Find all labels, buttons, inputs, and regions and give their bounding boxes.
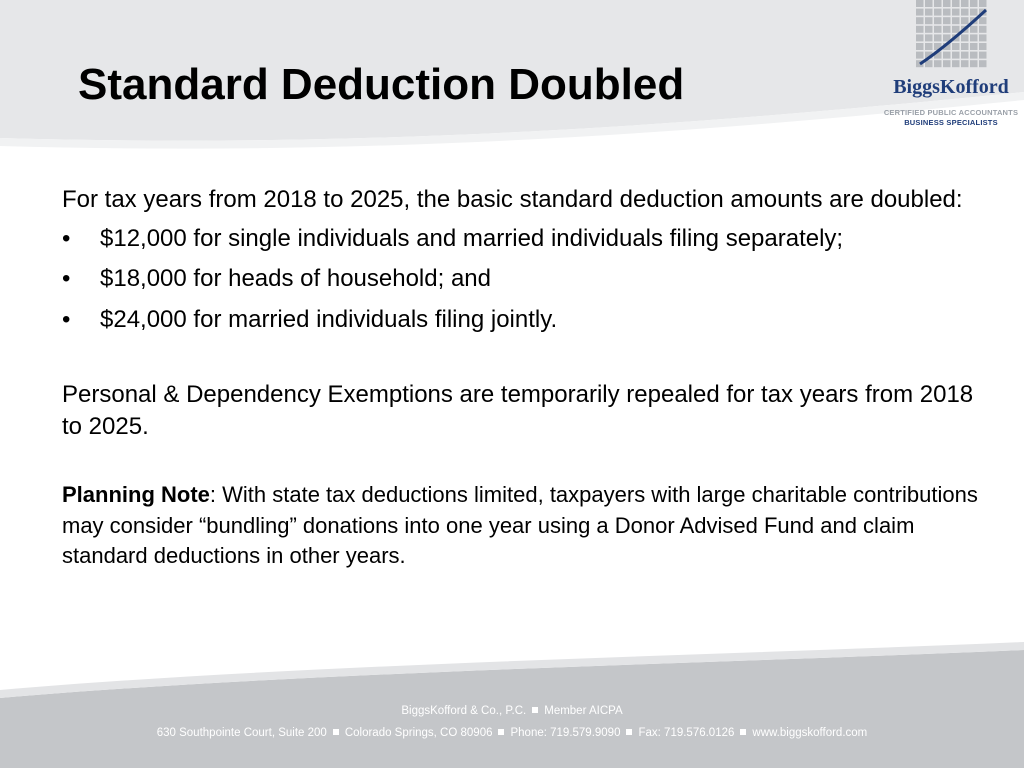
footer-company: BiggsKofford & Co., P.C. (401, 705, 527, 717)
logo-grid-cell (952, 17, 960, 24)
footer (0, 700, 1024, 744)
logo-grid-cell (916, 17, 924, 24)
logo-grid-cell (970, 34, 978, 41)
slide-body (62, 184, 982, 572)
planning-note-text: : With state tax deductions limited, taxpayers with large charitable contributions may consider “bundling” donations into one year using a Donor Advised Fund and claim standard deductions in other years. (62, 481, 978, 569)
logo-grid-cell (952, 52, 960, 59)
logo-grid-cell (961, 17, 969, 24)
logo-grid-cell (952, 60, 960, 67)
separator-square-icon (333, 729, 339, 735)
exemptions-text: Personal & Dependency Exemptions are temporarily repealed for tax years from 2018 to 2025. (62, 380, 974, 441)
logo-grid-cell (934, 17, 942, 24)
logo-grid-cell (952, 43, 960, 50)
separator-square-icon (626, 729, 632, 735)
logo-grid-cell (961, 60, 969, 67)
bullet-icon: • (62, 224, 71, 252)
logo-grid-cell (943, 9, 951, 16)
logo-grid-cell (934, 9, 942, 16)
logo-grid-cell (943, 26, 951, 33)
logo-grid-icon (916, 0, 988, 70)
list-item (62, 304, 982, 337)
logo-grid-cell (961, 34, 969, 41)
logo-grid-cell (961, 52, 969, 59)
bullet-icon: • (62, 265, 71, 293)
footer-fax: Fax: 719.576.0126 (638, 727, 735, 739)
slide-title: Standard Deduction Doubled (78, 60, 685, 109)
company-logo (876, 0, 1024, 140)
planning-note (62, 480, 982, 572)
logo-grid-cell (916, 26, 924, 33)
logo-grid-cell (934, 26, 942, 33)
logo-grid-cell (916, 52, 924, 59)
logo-grid-cell (943, 0, 951, 7)
list-item (62, 223, 982, 256)
logo-grid-cell (952, 26, 960, 33)
logo-grid-cell (979, 0, 987, 7)
logo-grid-cell (934, 0, 942, 7)
logo-grid-cell (925, 34, 933, 41)
logo-grid-cell (943, 17, 951, 24)
logo-grid-cell (934, 60, 942, 67)
separator-square-icon (740, 729, 746, 735)
footer-member: Member AICPA (544, 705, 623, 717)
list-item-text: $12,000 for single individuals and married individuals filing separately; (100, 224, 844, 252)
logo-grid-cell (916, 0, 924, 7)
logo-grid-cell (943, 60, 951, 67)
intro-text: For tax years from 2018 to 2025, the basic standard deduction amounts are doubled: (62, 186, 963, 213)
logo-grid-cell (970, 43, 978, 50)
logo-grid-cell (970, 0, 978, 7)
footer-line-2 (0, 722, 1024, 744)
logo-grid-cell (979, 34, 987, 41)
logo-tagline: CERTIFIED PUBLIC ACCOUNTANTS (883, 108, 1019, 117)
logo-grid-cell (979, 26, 987, 33)
logo-grid-cell (979, 60, 987, 67)
logo-grid-cell (979, 52, 987, 59)
separator-square-icon (498, 729, 504, 735)
logo-grid-cell (961, 0, 969, 7)
logo-grid-cell (934, 34, 942, 41)
logo-grid-cell (961, 43, 969, 50)
list-item-text: $24,000 for married individuals filing jointly. (100, 305, 558, 333)
logo-grid-cell (925, 26, 933, 33)
logo-grid-cell (961, 9, 969, 16)
logo-grid-cell (970, 26, 978, 33)
logo-grid-cell (916, 34, 924, 41)
logo-grid-cell (925, 9, 933, 16)
logo-grid-cell (952, 9, 960, 16)
logo-grid-cell (979, 43, 987, 50)
list-item (62, 263, 982, 296)
logo-grid-cell (925, 0, 933, 7)
list-item-text: $18,000 for heads of household; and (100, 265, 491, 293)
logo-grid-cell (952, 0, 960, 7)
logo-grid-cell (943, 52, 951, 59)
logo-grid-cell (970, 60, 978, 67)
logo-grid-cell (925, 43, 933, 50)
logo-grid-cell (970, 52, 978, 59)
logo-grid-cell (979, 17, 987, 24)
footer-line-1 (0, 700, 1024, 722)
logo-grid-cell (925, 17, 933, 24)
footer-website: www.biggskofford.com (752, 727, 868, 739)
bullet-icon: • (62, 305, 71, 333)
logo-name: BiggsKofford (893, 76, 1009, 98)
deduction-list (62, 223, 982, 337)
footer-address: 630 Southpointe Court, Suite 200 (156, 727, 327, 739)
planning-note-label: Planning Note (62, 481, 210, 507)
logo-grid-cell (916, 43, 924, 50)
logo-grid-cell (916, 9, 924, 16)
separator-square-icon (532, 707, 538, 713)
logo-subtagline: BUSINESS SPECIALISTS (904, 118, 998, 127)
footer-city: Colorado Springs, CO 80906 (344, 727, 493, 739)
footer-phone: Phone: 719.579.9090 (510, 727, 621, 739)
logo-grid-cell (970, 9, 978, 16)
